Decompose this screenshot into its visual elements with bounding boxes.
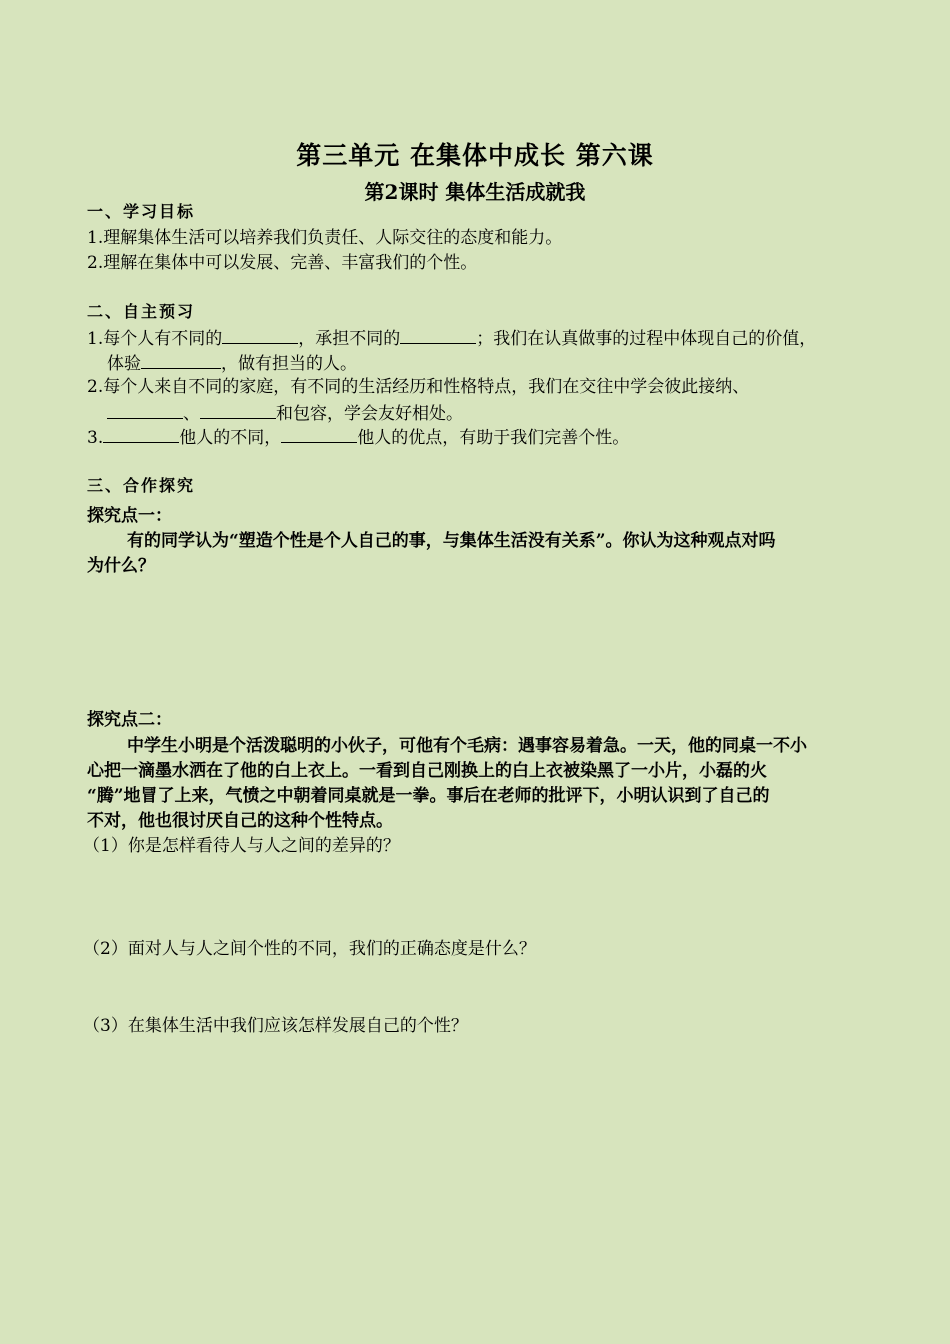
objective-item-1: 1.理解集体生活可以培养我们负责任、人际交往的态度和能力。 bbox=[87, 228, 563, 248]
story-line: 中学生小明是个活泼聪明的小伙子，可他有个毛病：遇事容易着急。一天，他的同桌一不小 bbox=[127, 736, 807, 756]
fill-blank[interactable] bbox=[222, 325, 298, 344]
story-line: 不对，他也很讨厌自己的这种个性特点。 bbox=[87, 811, 393, 831]
preview-question-2: 2.每个人来自不同的家庭，有不同的生活经历和性格特点，我们在交往中学会彼此接纳、 bbox=[87, 377, 750, 397]
fill-blank[interactable] bbox=[281, 424, 357, 443]
inquiry-point-1-label: 探究点一： bbox=[87, 506, 172, 526]
fill-blank[interactable] bbox=[103, 424, 179, 443]
inquiry-question-2: （2）面对人与人之间个性的不同，我们的正确态度是什么？ bbox=[83, 939, 536, 959]
inquiry-point-1-text-cont: 为什么？ bbox=[87, 556, 155, 576]
page-title: 第三单元 在集体中成长 第六课 bbox=[296, 141, 654, 170]
inquiry-point-2-label: 探究点二： bbox=[87, 710, 172, 730]
fill-blank[interactable] bbox=[400, 325, 476, 344]
preview-question-2-cont: 、 和包容，学会友好相处。 bbox=[107, 400, 463, 426]
inquiry-point-1-text: 有的同学认为“塑造个性是个人自己的事，与集体生活没有关系”。你认为这种观点对吗 bbox=[127, 531, 776, 551]
inquiry-question-1: （1）你是怎样看待人与人之间的差异的？ bbox=[83, 836, 400, 856]
fill-blank[interactable] bbox=[141, 350, 221, 369]
story-line: 心把一滴墨水洒在了他的白上衣上。一看到自己刚换上的白上衣被染黑了一小片，小磊的火 bbox=[87, 761, 767, 781]
fill-blank[interactable] bbox=[200, 400, 276, 419]
objective-item-2: 2.理解在集体中可以发展、完善、丰富我们的个性。 bbox=[87, 253, 478, 273]
section2-heading: 二、自主预习 bbox=[87, 302, 196, 321]
page-subtitle: 第2课时 集体生活成就我 bbox=[364, 180, 586, 204]
preview-question-1: 1.每个人有不同的 ，承担不同的 ；我们在认真做事的过程中体现自己的价值， bbox=[87, 325, 816, 351]
preview-question-3: 3. 他人的不同， 他人的优点，有助于我们完善个性。 bbox=[87, 424, 629, 450]
section3-heading: 三、合作探究 bbox=[87, 476, 196, 495]
preview-question-1-cont: 体验 ，做有担当的人。 bbox=[107, 350, 357, 376]
inquiry-question-3: （3）在集体生活中我们应该怎样发展自己的个性？ bbox=[83, 1016, 468, 1036]
section1-heading: 一、学习目标 bbox=[87, 202, 196, 221]
fill-blank[interactable] bbox=[107, 400, 183, 419]
story-line: “腾”地冒了上来，气愤之中朝着同桌就是一拳。事后在老师的批评下，小明认识到了自己的 bbox=[87, 786, 770, 806]
